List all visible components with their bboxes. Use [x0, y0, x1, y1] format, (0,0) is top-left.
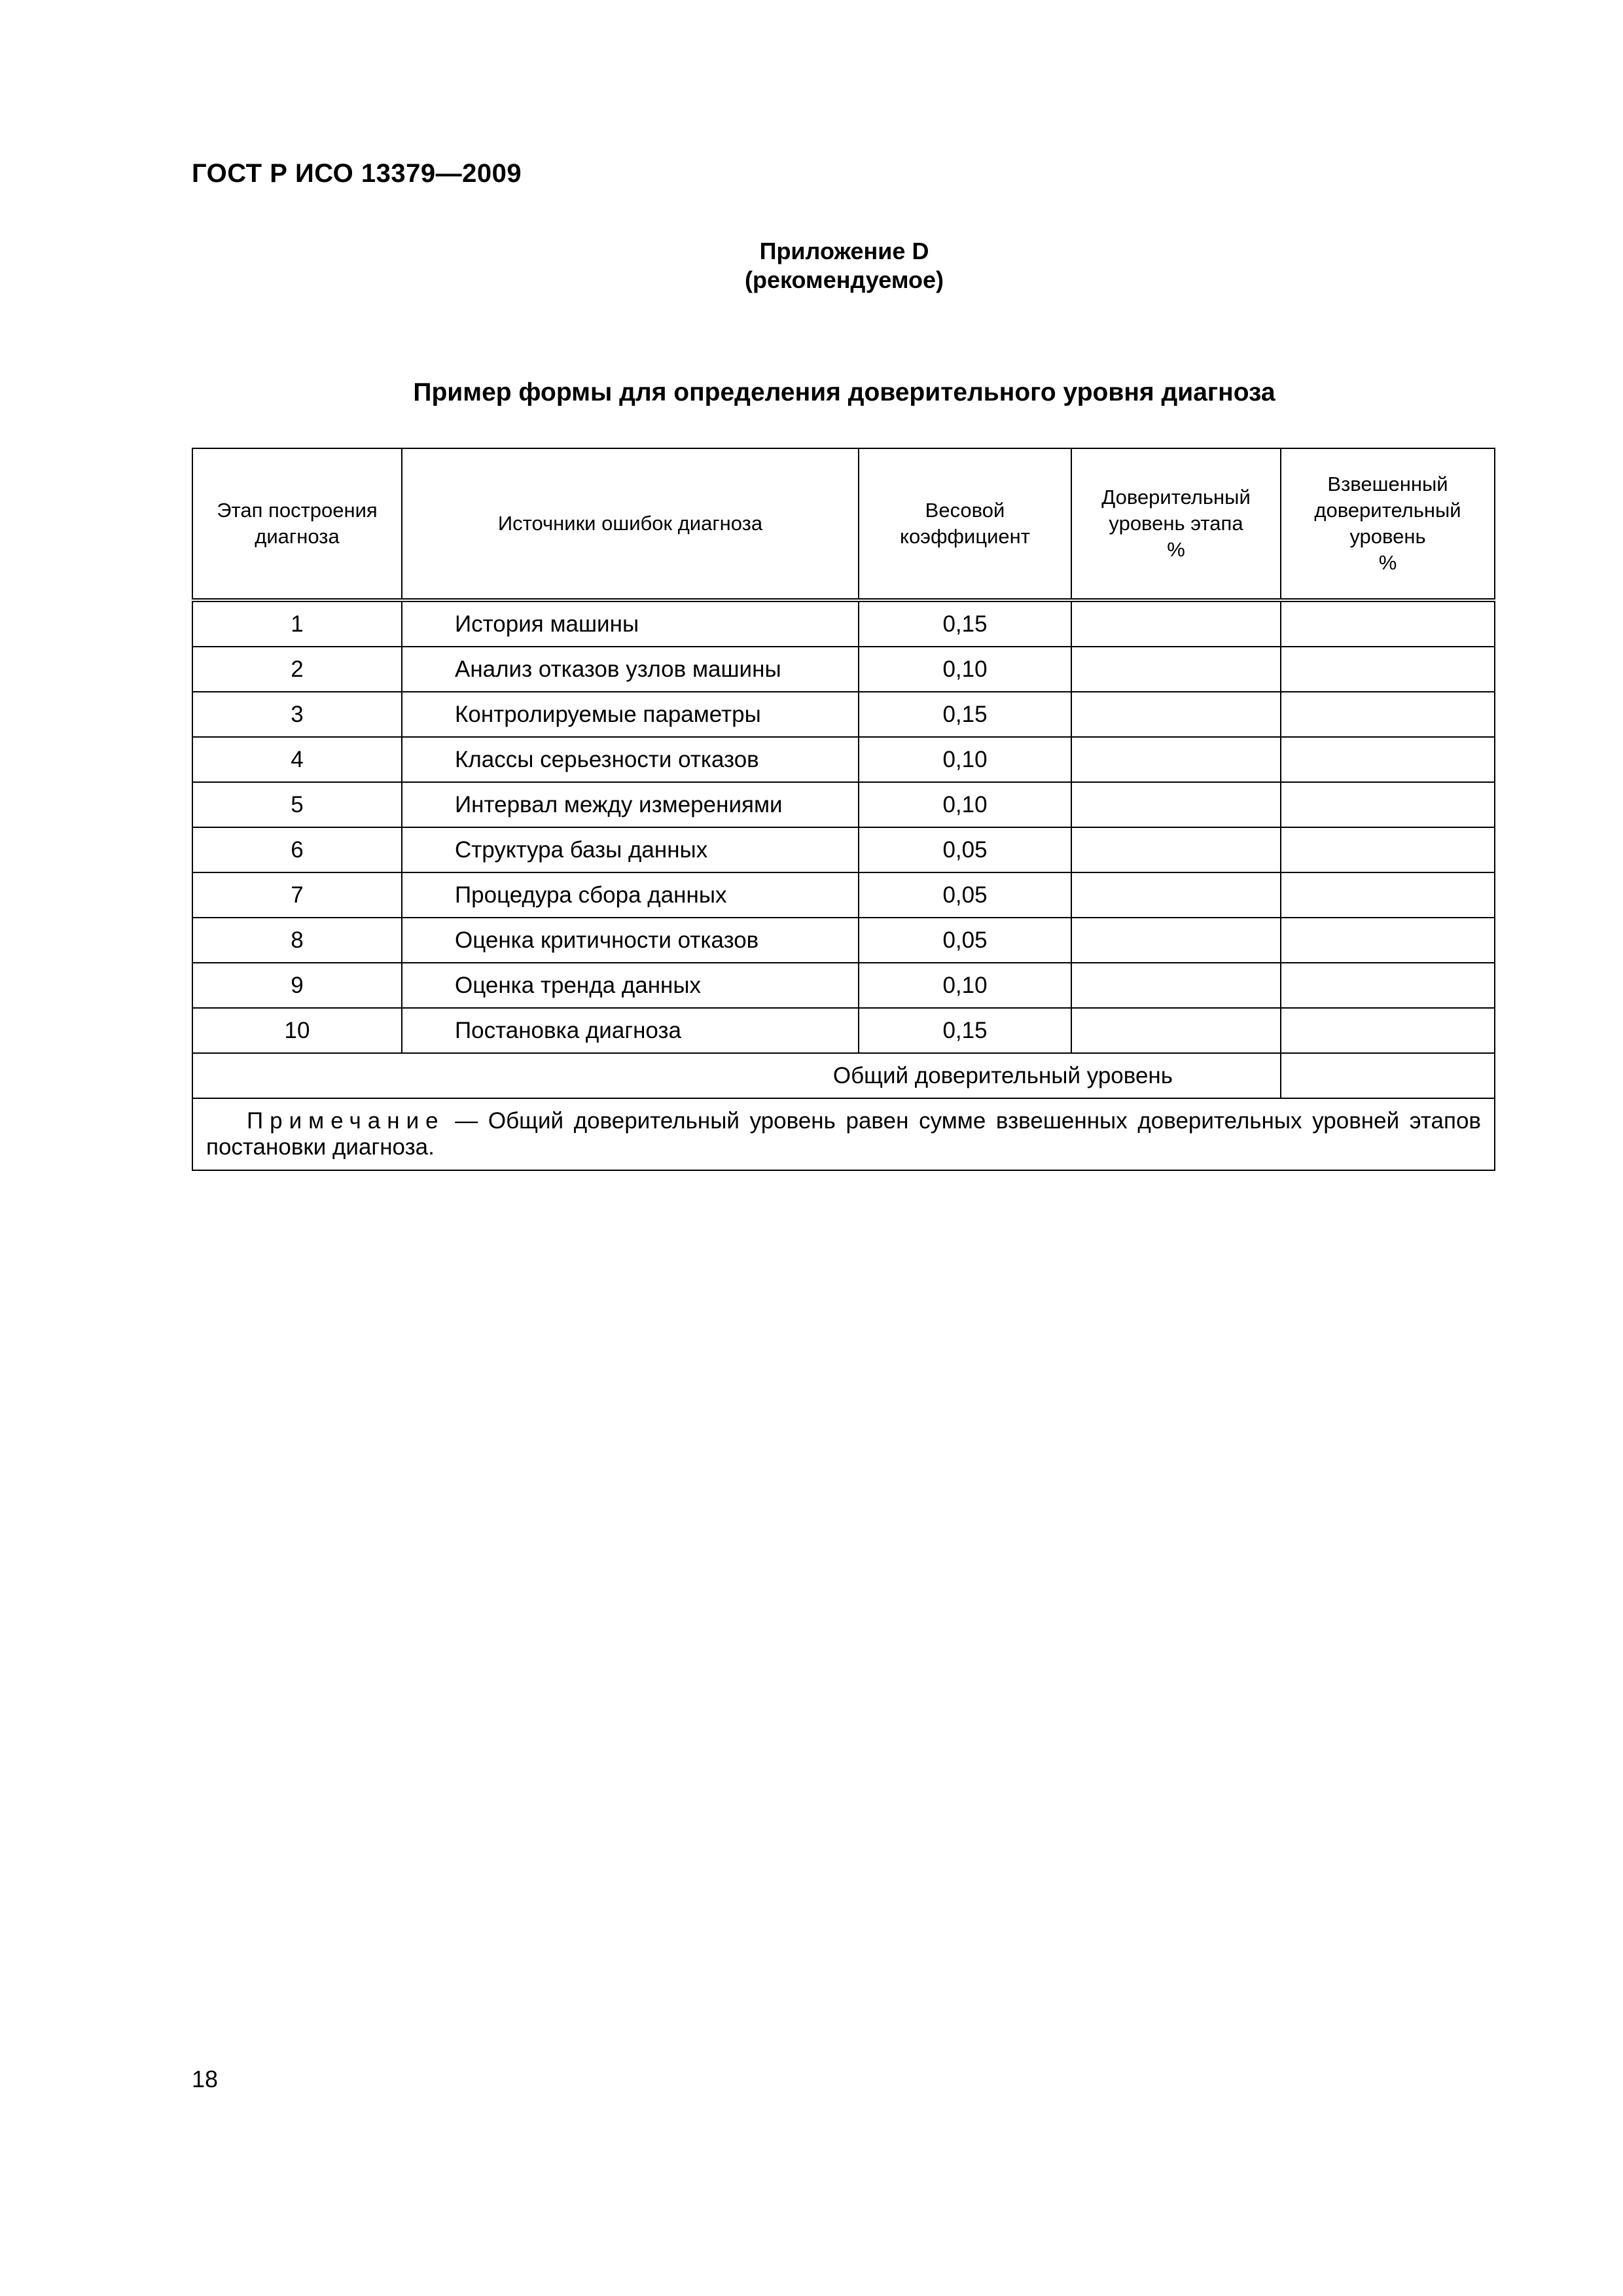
error-source-cell: Контролируемые параметры: [402, 692, 859, 737]
stage-confidence-cell[interactable]: [1071, 692, 1281, 737]
weight-coefficient-cell: 0,05: [859, 918, 1071, 963]
weight-coefficient-cell: 0,10: [859, 963, 1071, 1008]
stage-number-cell: 7: [192, 872, 402, 918]
stage-confidence-cell[interactable]: [1071, 600, 1281, 647]
stage-number-cell: 1: [192, 600, 402, 647]
table-row: [192, 647, 1495, 692]
stage-confidence-cell[interactable]: [1071, 827, 1281, 872]
table-row: [192, 872, 1495, 918]
weighted-confidence-cell[interactable]: [1281, 827, 1495, 872]
table-note: [192, 1098, 1495, 1170]
table-row: [192, 782, 1495, 827]
header-stage-text: Этап построения диагноза: [217, 499, 378, 548]
weight-coefficient-cell: 0,10: [859, 737, 1071, 782]
stage-number-cell: 2: [192, 647, 402, 692]
header-weighted-confidence: [1281, 448, 1495, 600]
total-confidence-value-cell[interactable]: [1281, 1053, 1495, 1098]
stage-confidence-cell[interactable]: [1071, 782, 1281, 827]
stage-number-cell: 9: [192, 963, 402, 1008]
weighted-confidence-cell[interactable]: [1281, 692, 1495, 737]
table-row: [192, 600, 1495, 647]
weighted-confidence-cell[interactable]: [1281, 647, 1495, 692]
stage-number-cell: 8: [192, 918, 402, 963]
weighted-confidence-cell[interactable]: [1281, 782, 1495, 827]
total-confidence-label: Общий доверительный уровень: [192, 1053, 1281, 1098]
error-source-cell: Постановка диагноза: [402, 1008, 859, 1053]
weighted-confidence-cell[interactable]: [1281, 600, 1495, 647]
weight-coefficient-cell: 0,15: [859, 600, 1071, 647]
weighted-confidence-cell[interactable]: [1281, 963, 1495, 1008]
error-source-cell: Анализ отказов узлов машины: [402, 647, 859, 692]
weight-coefficient-cell: 0,15: [859, 1008, 1071, 1053]
stage-number-cell: 10: [192, 1008, 402, 1053]
header-weight-coefficient-text: Весовой коэффициент: [900, 499, 1030, 548]
error-source-cell: Процедура сбора данных: [402, 872, 859, 918]
stage-confidence-cell[interactable]: [1071, 918, 1281, 963]
weight-coefficient-cell: 0,10: [859, 647, 1071, 692]
header-stage-confidence: [1071, 448, 1281, 600]
weighted-confidence-cell[interactable]: [1281, 737, 1495, 782]
stage-number-cell: 3: [192, 692, 402, 737]
appendix-subtitle: (рекомендуемое): [745, 266, 944, 293]
stage-number-cell: 6: [192, 827, 402, 872]
header-stage-confidence-text: Доверительный уровень этапа %: [1101, 486, 1251, 561]
stage-confidence-cell[interactable]: [1071, 737, 1281, 782]
header-weight-coefficient: [859, 448, 1071, 600]
header-error-sources: [402, 448, 859, 600]
stage-confidence-cell[interactable]: [1071, 963, 1281, 1008]
note-row: [192, 1098, 1495, 1170]
weighted-confidence-cell[interactable]: [1281, 918, 1495, 963]
header-error-sources-text: Источники ошибок диагноза: [497, 512, 763, 535]
table-header-row: [192, 448, 1495, 600]
table-row: [192, 963, 1495, 1008]
table-body: [192, 600, 1495, 1053]
error-source-cell: Оценка критичности отказов: [402, 918, 859, 963]
form-title: Пример формы для определения доверительного уровня диагноза: [413, 378, 1275, 406]
note-text: — Общий доверительный уровень равен сумме взвешенных доверительных уровней этапов постановки диагноза.: [206, 1108, 1481, 1160]
page-number: 18: [192, 2066, 219, 2092]
error-source-cell: Классы серьезности отказов: [402, 737, 859, 782]
error-source-cell: Структура базы данных: [402, 827, 859, 872]
table-row: [192, 737, 1495, 782]
weighted-confidence-cell[interactable]: [1281, 872, 1495, 918]
stage-confidence-cell[interactable]: [1071, 1008, 1281, 1053]
appendix-title: Приложение D: [759, 238, 929, 264]
note-label: Примечание: [247, 1108, 445, 1134]
table-row: [192, 827, 1495, 872]
table-row: [192, 692, 1495, 737]
stage-confidence-cell[interactable]: [1071, 872, 1281, 918]
table-row: [192, 918, 1495, 963]
weight-coefficient-cell: 0,10: [859, 782, 1071, 827]
header-stage: [192, 448, 402, 600]
confidence-form-table: [192, 448, 1495, 1171]
total-row: [192, 1053, 1495, 1098]
stage-number-cell: 5: [192, 782, 402, 827]
header-weighted-confidence-text: Взвешенный доверительный уровень %: [1314, 473, 1461, 574]
error-source-cell: Интервал между измерениями: [402, 782, 859, 827]
stage-number-cell: 4: [192, 737, 402, 782]
weighted-confidence-cell[interactable]: [1281, 1008, 1495, 1053]
appendix-heading: [0, 237, 1623, 295]
error-source-cell: История машины: [402, 600, 859, 647]
stage-confidence-cell[interactable]: [1071, 647, 1281, 692]
table-row: [192, 1008, 1495, 1053]
weight-coefficient-cell: 0,05: [859, 872, 1071, 918]
error-source-cell: Оценка тренда данных: [402, 963, 859, 1008]
document-code: ГОСТ Р ИСО 13379—2009: [192, 159, 522, 188]
weight-coefficient-cell: 0,15: [859, 692, 1071, 737]
weight-coefficient-cell: 0,05: [859, 827, 1071, 872]
